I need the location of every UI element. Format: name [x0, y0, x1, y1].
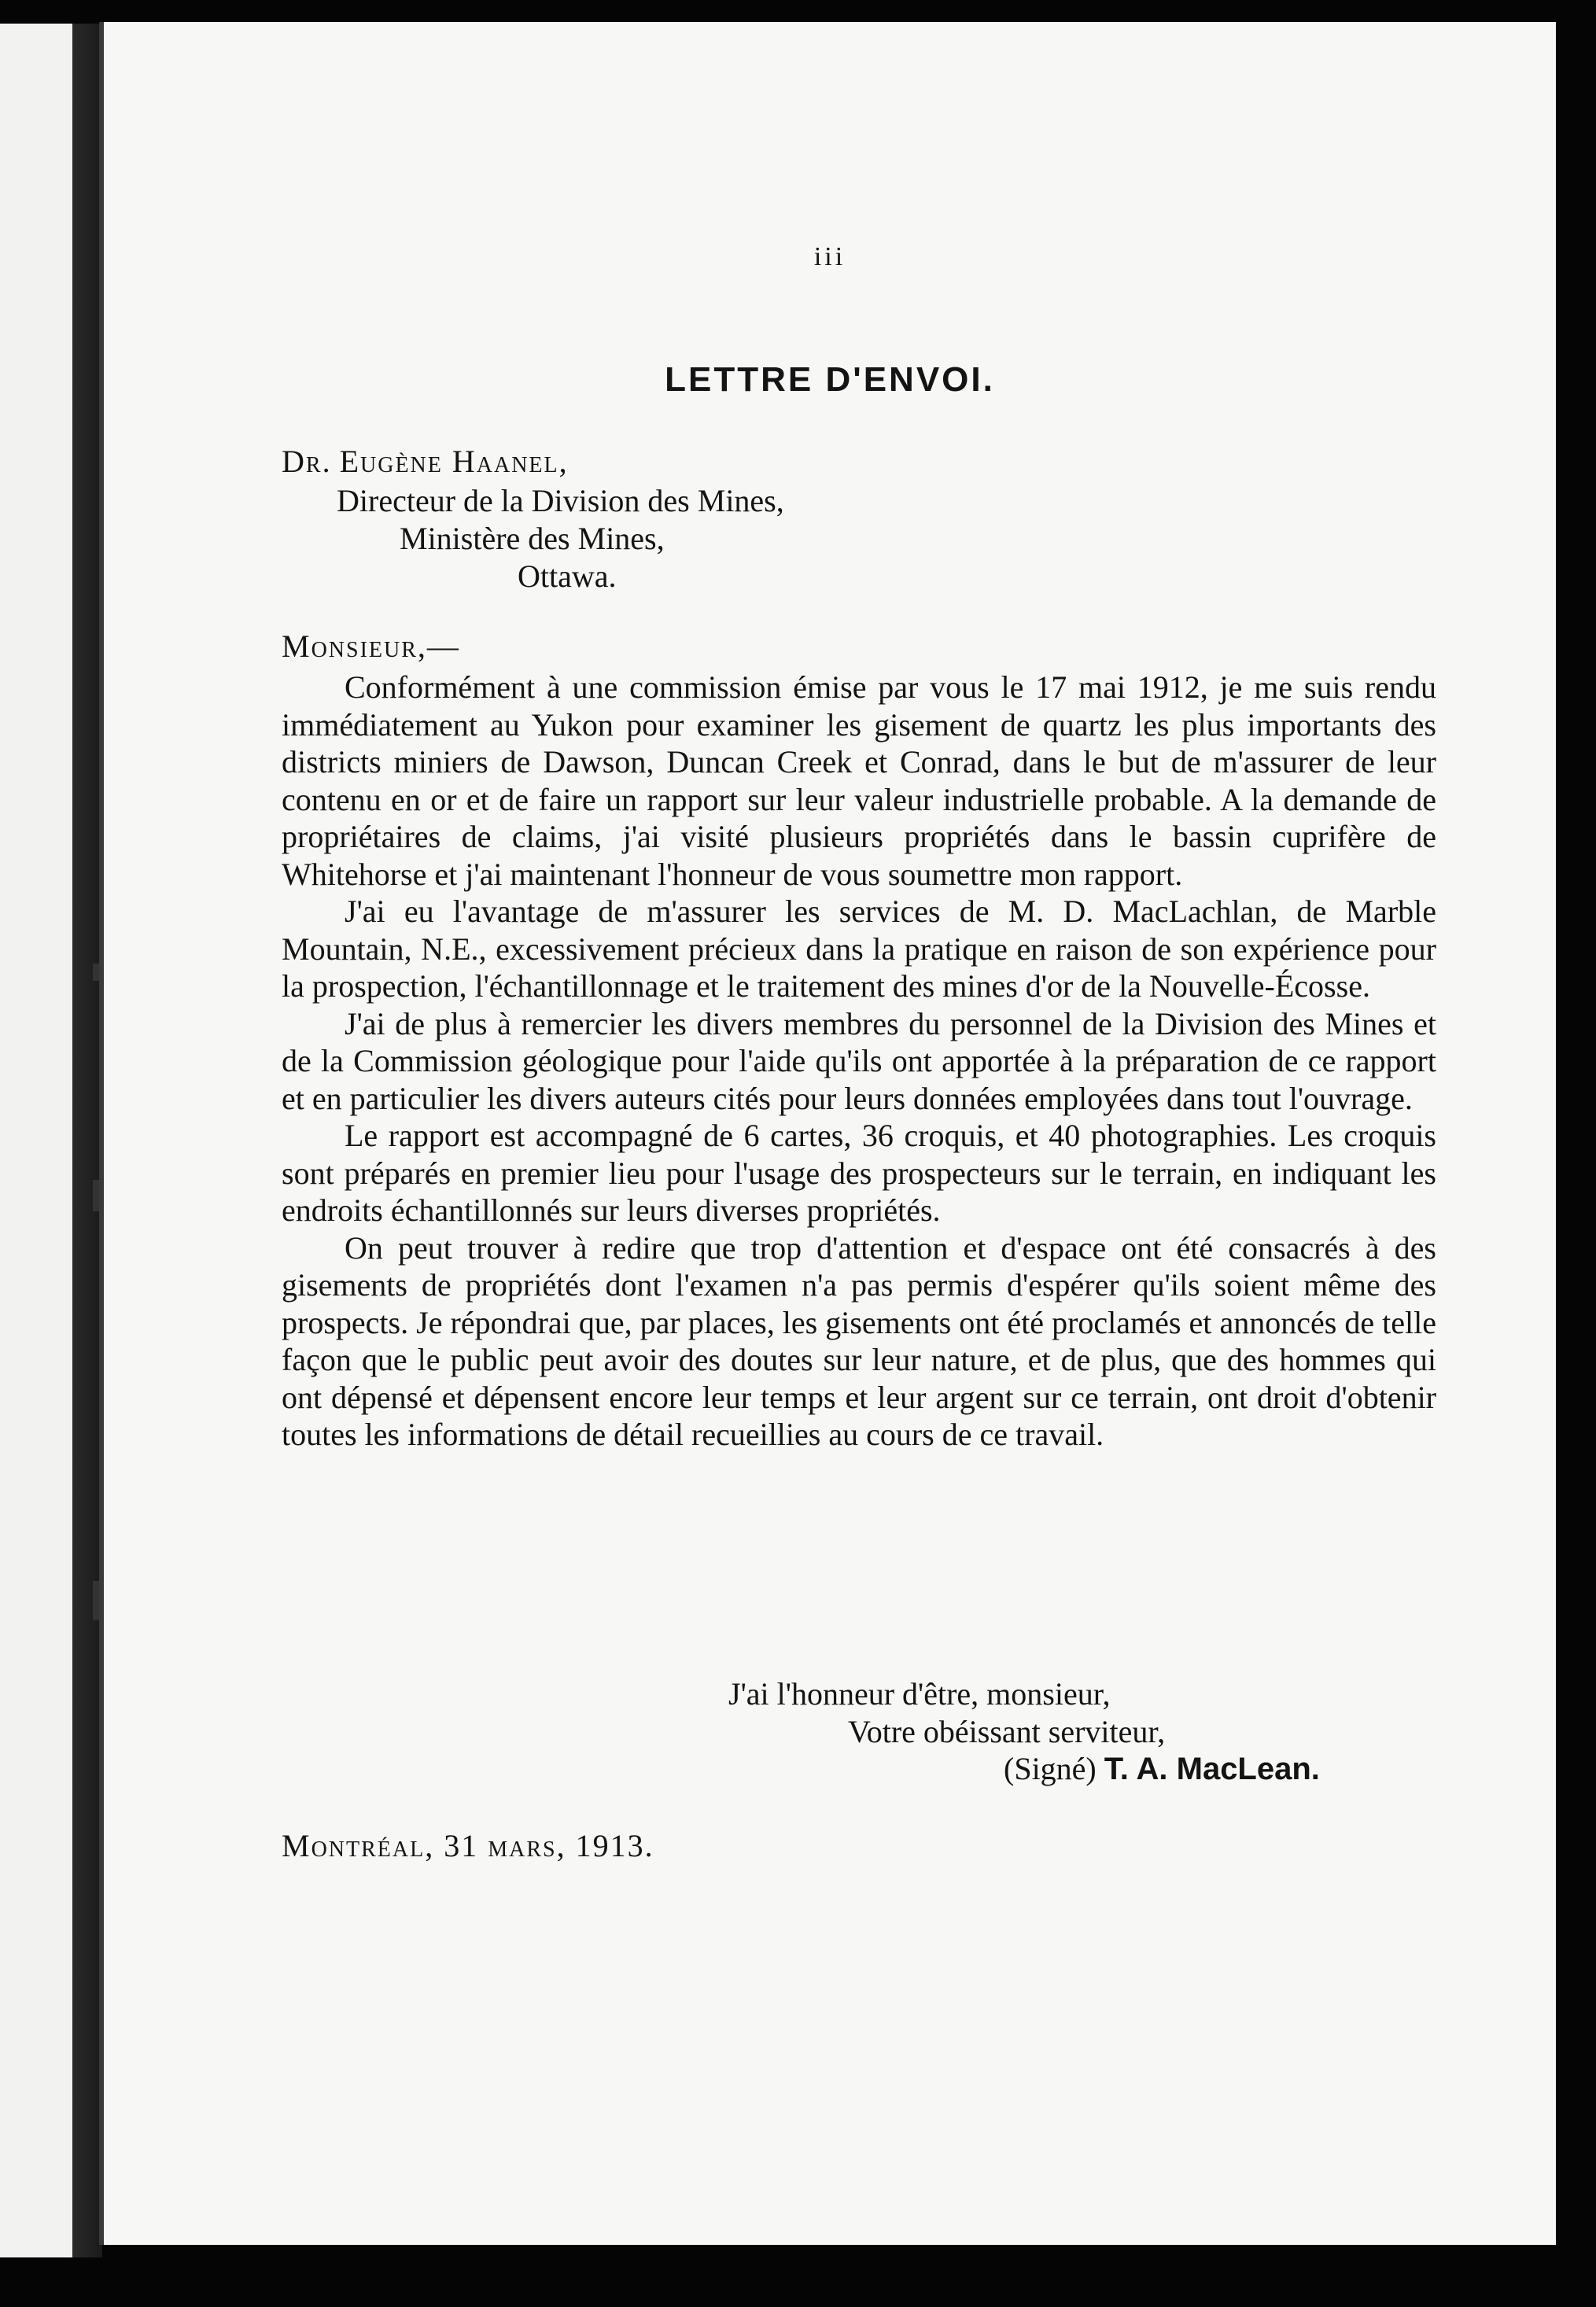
address-line-3: Ministère des Mines, — [400, 521, 665, 556]
letter-body — [282, 669, 1436, 1454]
document-page — [99, 22, 1556, 2245]
margin-mark — [93, 964, 99, 981]
closing-line-1: J'ai l'honneur d'être, monsieur, — [728, 1676, 1111, 1712]
address-prefix: Dr. — [282, 444, 332, 479]
signature-name: T. A. MacLean. — [1104, 1752, 1320, 1786]
margin-mark — [93, 1581, 99, 1620]
margin-mark — [93, 1180, 99, 1211]
letter-closing — [282, 1675, 1436, 1789]
signed-label: (Signé) — [1004, 1751, 1097, 1786]
address-line-4: Ottawa. — [518, 558, 617, 594]
salutation: Monsieur,— — [282, 628, 460, 664]
adjacent-page-edge — [0, 24, 72, 2257]
place-and-date: Montréal, 31 mars, 1913. — [282, 1828, 654, 1863]
paragraph: J'ai eu l'avantage de m'assurer les services de M. D. MacLachlan, de Marble Mountain, N.E., excessivement précieux dans la pratique en raison de son expérience pour la prospection, l'échantillonnage et le traitement des mines d'or de la Nouvelle-Écosse. — [282, 894, 1436, 1004]
recipient-name: Eugène Haanel, — [339, 444, 569, 479]
paragraph: Le rapport est accompagné de 6 cartes, 36 croquis, et 40 photographies. Les croquis sont préparés en premier lieu pour l'usage des prospecteurs sur le terrain, en indiquant les endroits échantillonnés sur leurs diverses propriétés. — [282, 1118, 1436, 1228]
page-title: LETTRE D'ENVOI. — [665, 360, 995, 399]
page-number: iii — [813, 242, 846, 271]
signature-line — [282, 1750, 1436, 1789]
address-line-2: Directeur de la Division des Mines, — [337, 483, 784, 518]
address-line-1 — [282, 443, 569, 480]
book-gutter — [72, 24, 102, 2257]
closing-line-2: Votre obéissant serviteur, — [848, 1713, 1166, 1749]
paragraph: J'ai de plus à remercier les divers membres du personnel de la Division des Mines et de la Commission géologique pour l'aide qu'ils ont apportée à la préparation de ce rapport et en particulier les divers auteurs cités pour leurs données employées dans tout l'ouvrage. — [282, 1005, 1436, 1116]
paragraph: Conformément à une commission émise par vous le 17 mai 1912, je me suis rendu immédiatement au Yukon pour examiner les gisement de quartz les plus importants des districts miniers de Dawson, Duncan Creek et Conrad, dans le but de m'assurer de leur contenu en or et de faire un rapport sur leur valeur industrielle probable. A la demande de propriétaires de claims, j'ai visité plusieurs propriétés dans le bassin cuprifère de Whitehorse et j'ai maintenant l'honneur de vous soumettre mon rapport. — [282, 669, 1436, 892]
paragraph: On peut trouver à redire que trop d'attention et d'espace ont été consacrés à des gisements de propriétés dont l'examen n'a pas permis d'espérer qu'ils soient même des prospects. Je répondrai que, par places, les gisements ont été proclamés et annoncés de telle façon que le public peut avoir des doutes sur leur nature, et de plus, que des hommes qui ont dépensé et dépensent encore leur temps et leur argent sur ce terrain, ont droit d'obtenir toutes les informations de détail recueillies au cours de ce travail. — [282, 1229, 1436, 1452]
